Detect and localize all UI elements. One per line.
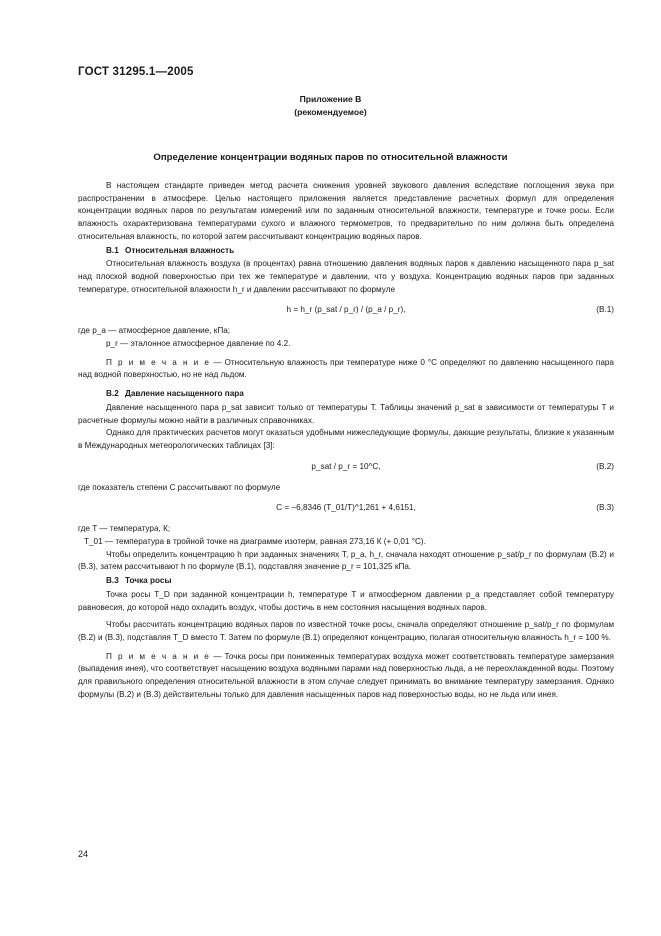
appendix-body [78,180,614,702]
formula-number: (B.1) [596,305,614,315]
section-number: В.3 [106,576,119,586]
appendix-status: (рекомендуемое) [294,107,367,117]
note-b1 [78,357,614,382]
appendix-heading [0,93,661,119]
section-b3-heading [78,575,614,588]
formula-number: (B.3) [596,503,614,513]
where-t: где T — температура, К; [78,524,171,534]
where-pa: где p_a — атмосферное давление, кПа; [78,326,231,336]
b2-paragraph-4: Чтобы определить концентрацию h при заданных значениях T, p_a, h_r, сначала находят отношение p_sat/p_r по формулам (В.2) и (В.3), затем рассчитывают h по формуле (В.1), подставляя значение p_r = 101,325 кПа. [78,549,614,572]
note-label: П р и м е ч а н и е [106,651,211,661]
formula-expression: C = −6,8346 (T_01/T)^1,261 + 4,6151, [276,503,416,513]
section-title: Давление насыщенного пара [125,389,244,399]
appendix-title: Определение концентрации водяных паров по относительной влажности [153,152,508,163]
section-title: Точка росы [125,576,172,586]
b3-paragraph-1: Точка росы T_D при заданной концентрации h, температуре T и атмосферном давлении p_a представляет собой температуру равновесия, до которой надо охладить воздух, чтобы достичь в нем состояния насыщения водяных паров. [78,589,614,612]
formula-b2 [78,461,614,474]
formula-expression: h = h_r (p_sat / p_r) / (p_a / p_r), [286,305,406,315]
where-pr: p_r — эталонное атмосферное давление по 4.2. [106,339,291,349]
standard-header: ГОСТ 31295.1—2005 [78,66,194,78]
section-title: Относительная влажность [125,245,235,255]
formula-b3 [78,502,614,515]
b3-paragraph-2: Чтобы рассчитать концентрацию водяных паров по известной точке росы, сначала определяют отношение p_sat/p_r по формулам (В.2) и (В.3), подставляя T_D вместо T. Затем по формуле (В.1) определяют концентрацию, полагая относительную влажность h_r = 100 %. [78,620,614,642]
b2-paragraph-3: где показатель степени C рассчитывают по формуле [78,482,281,492]
b1-paragraph: Относительная влажность воздуха (в процентах) равна отношению давления водяных паров к давлению насыщенного пара p_sat над плоской водной поверхностью при тех же температуре и давлении, что у воздуха. Концентрацию водяных паров при заданных температуре, относительной влажности h_r и давлении рассчитывают по формуле [78,259,614,294]
note-text: — Относительную влажность при температуре ниже 0 °С определяют по давлению насыщенного пара над водной поверхностью, но не над льдом. [78,357,614,380]
section-number: В.2 [106,389,119,399]
appendix-label: Приложение В [299,94,362,104]
formula-number: (B.2) [596,461,614,471]
formula-b1 [78,304,614,317]
section-b1-heading [78,245,614,258]
note-b3 [78,651,614,702]
note-text: — Точка росы при пониженных температурах воздуха может соответствовать температуре замерзания (выпадения инея), что соответствует насыщению воздуха водяными парами над поверхностью льда, а не переохлажденной воды. Поэтому для правильного определения относительной влажности в этом случае следует принимать во внимание температуру замерзания. Однако формулы (В.2) и (В.3) действительны только для давления насыщенных паров над поверхностью воды, но не льда или инея. [78,651,614,699]
formula-expression: p_sat / p_r = 10^C, [311,461,381,471]
section-number: В.1 [106,245,119,255]
intro-paragraph: В настоящем стандарте приведен метод расчета снижения уровней звукового давления вследствие поглощения звука при распространении в атмосфере. Целью настоящего приложения является представление расчетных формул для определения концентрации водяных паров по результатам измерений или по заданным относительной влажности, температуре и точке росы. Если влажность охарактеризована температурами сухого и влажного термометров, то предварительно по ним должна быть определена относительная влажность, по которой затем рассчитывают концентрацию водяных паров. [78,181,614,241]
page-number: 24 [78,849,89,859]
where-t01: T_01 — температура в тройной точке на диаграмме изотерм, равная 273,16 К (+ 0,01 °С). [84,537,426,547]
section-b2-heading [78,388,614,401]
b2-paragraph-1: Давление насыщенного пара p_sat зависит только от температуры T. Таблицы значений p_sat в зависимости от температуры T и расчетные формулы можно найти в различных справочниках. [78,402,614,425]
b2-paragraph-2: Однако для практических расчетов могут оказаться удобными нижеследующие формулы, дающие результаты, близкие к указанным в Международных метеорологических таблицах [3]: [78,428,614,450]
note-label: П р и м е ч а н и е [106,357,211,367]
